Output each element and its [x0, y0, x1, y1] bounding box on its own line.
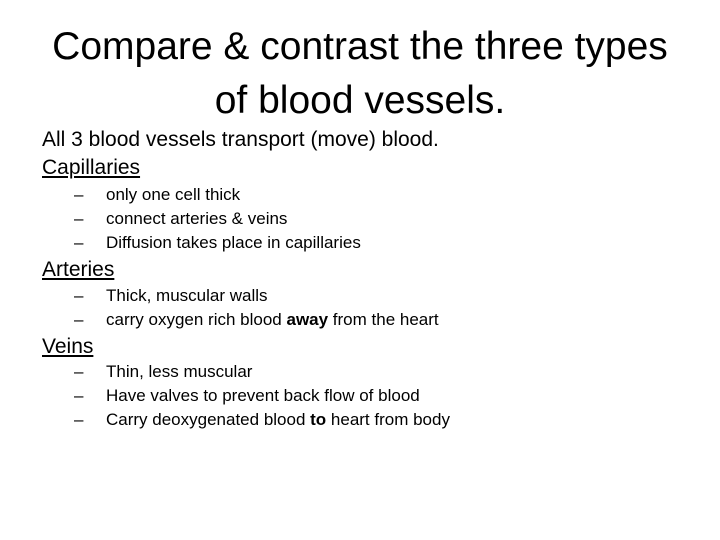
bullet-text-after: heart from body [326, 410, 450, 429]
slide-title [36, 20, 684, 128]
capillaries-bullet-3 [74, 233, 361, 253]
veins-bullet-1 [74, 362, 252, 382]
capillaries-bullet-2 [74, 209, 287, 229]
dash-marker: – [74, 386, 84, 405]
dash-marker: – [74, 233, 84, 252]
bullet-text: Diffusion takes place in capillaries [106, 233, 361, 252]
dash-marker: – [74, 286, 84, 305]
intro-statement: All 3 blood vessels transport (move) blood. [42, 128, 439, 151]
veins-heading [42, 335, 93, 359]
bullet-text: Thin, less muscular [106, 362, 253, 381]
bullet-text-emphasis: away [286, 310, 329, 329]
bullet-text-before: carry oxygen rich blood [106, 310, 287, 329]
bullet-text: connect arteries & veins [106, 209, 288, 228]
dash-marker: – [74, 362, 84, 381]
dash-marker: – [74, 410, 84, 429]
veins-bullet-3 [74, 410, 450, 430]
arteries-heading [42, 258, 114, 282]
bullet-text-emphasis: to [310, 410, 327, 429]
arteries-bullet-2 [74, 310, 439, 330]
bullet-text: Thick, muscular walls [106, 286, 268, 305]
capillaries-bullet-1 [74, 185, 240, 205]
capillaries-heading-text: Capillaries [42, 156, 141, 179]
slide-title-line-2: of blood vessels. [214, 79, 506, 122]
dash-marker: – [74, 310, 84, 329]
bullet-text: only one cell thick [106, 185, 241, 204]
veins-heading-text: Veins [42, 335, 94, 358]
veins-bullet-2 [74, 386, 420, 406]
slide-title-line-1: Compare & contrast the three types [52, 25, 668, 68]
bullet-text-after: from the heart [328, 310, 439, 329]
arteries-bullet-1 [74, 286, 268, 306]
dash-marker: – [74, 185, 84, 204]
capillaries-heading [42, 156, 140, 180]
arteries-heading-text: Arteries [42, 258, 115, 281]
dash-marker: – [74, 209, 84, 228]
bullet-text-before: Carry deoxygenated blood [106, 410, 311, 429]
bullet-text: Have valves to prevent back flow of blood [106, 386, 420, 405]
